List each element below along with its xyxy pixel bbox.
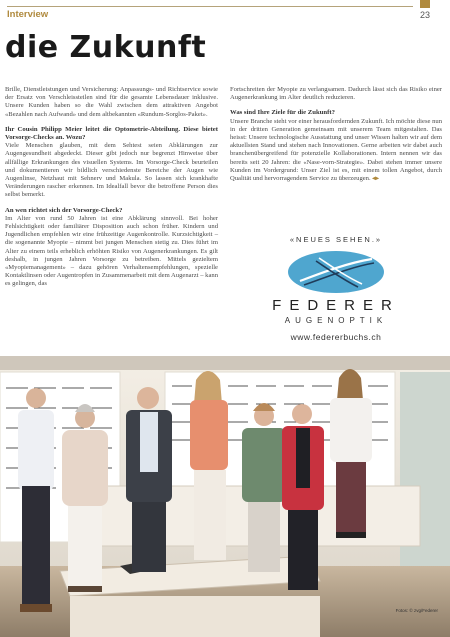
federer-advertisement bbox=[230, 225, 442, 345]
page-number: 23 bbox=[419, 10, 430, 20]
header-rule bbox=[7, 6, 413, 7]
glasses-logo-icon bbox=[286, 249, 386, 295]
team-photo-illustration bbox=[0, 356, 450, 637]
headline: die Zukunft bbox=[5, 30, 207, 65]
person-1 bbox=[18, 388, 54, 612]
ad-brand-name: FEDERER bbox=[272, 297, 400, 314]
answer-text: Unsere Branche steht vor einer herausfordernden Zukunft. Ich möchte diese nun in der dritten Generation gemeinsam mit unserem Team mitgestalten. Das heisst: Unsere technologische Ausstattung und unser Wissen halten wir auf dem aktuellsten Stand und stehen nach Innovationen. Gerne arbeiten wir dabei auch branchenübergreifend für potenzielle Kollaborationen. Intern nennen wir das bereits seit 20 Jahren: die «Nase-vorn-Strategie». Dabei stehen immer unsere Kunden im Vordergrund: Unser Ziel ist es, mit einem tollen Angebot, durch Qualität und hervorragendem Service zu überzeugen. bbox=[230, 117, 442, 183]
paragraph: Viele Menschen glauben, mit dem Sehtest seien Abklärungen zur Augengesundheit abgedeckt. Dieser gibt jedoch nur begrenzt Hinweise über allfällige Erkrankungen des visuellen Systems. Im Vorsorge-Check beurteilen und dokumentieren wir bildlich verschiedenste Bereiche der Augen wie Augenlinse, Netzhaut mit Sehnerv und Makula. So lassen sich krankhafte Veränderungen rascher erkennen. Im Idealfall bevor die betroffene Person dies selbst bemerkt. bbox=[5, 142, 218, 199]
person-6 bbox=[282, 404, 324, 590]
photo-credit: Fotos: © zvg/Federer bbox=[395, 608, 438, 613]
section-label: Interview bbox=[7, 9, 49, 20]
person-2 bbox=[62, 404, 108, 592]
paragraph: Fortschreiten der Myopie zu verlangsamen. Dadurch lässt sich das Risiko einer Augenerkrankung im Alter deutlich reduzieren. bbox=[230, 86, 442, 102]
corner-marker bbox=[420, 0, 430, 8]
ad-brand-subtitle: AUGENOPTIK bbox=[284, 316, 388, 325]
person-3 bbox=[126, 387, 172, 572]
team-photo bbox=[0, 356, 450, 637]
paragraph: Im Alter von rund 50 Jahren ist eine Abklärung sinnvoll. Bei hoher Fehlsichtigkeit oder familiärer Disposition auch schon früher. Kindern und Jugendlichen empfehlen wir eine frühzeitige Augenkontrolle. Kurzsichtigkeit – die sogenannte Myopie – nimmt bei jungen Menschen stetig zu. Dies führt im Alter zu einem teils erheblich erhöhten Risiko von Augenerkrankungen. Es gilt deshalb, in jungen Jahren Vorsorge zu betreiben. Mittels gezieltem «Myopiemanagement» – dazu gehören Verhaltensempfehlungen, spezielle Kontaktlinsen oder Augentropfen in Zusammenarbeit mit dem Augenarzt – kann es gelingen, das bbox=[5, 214, 218, 288]
paragraph bbox=[230, 118, 442, 184]
question-heading: An wen richtet sich der Vorsorge-Check? bbox=[5, 206, 123, 214]
question-heading: Was sind Ihre Ziele für die Zukunft? bbox=[230, 109, 335, 117]
article-end-mark: ◂▸ bbox=[372, 175, 379, 183]
ad-website-link[interactable]: www.federerbuchs.ch bbox=[290, 332, 382, 342]
ad-slogan: «NEUES SEHEN.» bbox=[289, 235, 383, 244]
paragraph: Brille, Dienstleistungen und Versicherung: Anpassungs- und Richtservice sowie der Ersatz von Verschleissteilen sind für die gesamte Lebensdauer inklusive. Unsere Kunden haben so die Wahl zwischen dem attraktiven Angebot «Bezahlen nach Aufwand» und dem altbekannten «Rundum-Sorglos-Paket». bbox=[5, 86, 218, 118]
person-5 bbox=[242, 403, 286, 572]
right-column bbox=[230, 86, 442, 190]
question-heading: Ihr Cousin Philipp Meier leitet die Optometrie-Abteilung. Diese bietet Vorsorge-Checks an. Wozu? bbox=[5, 125, 218, 142]
left-column bbox=[5, 86, 218, 296]
